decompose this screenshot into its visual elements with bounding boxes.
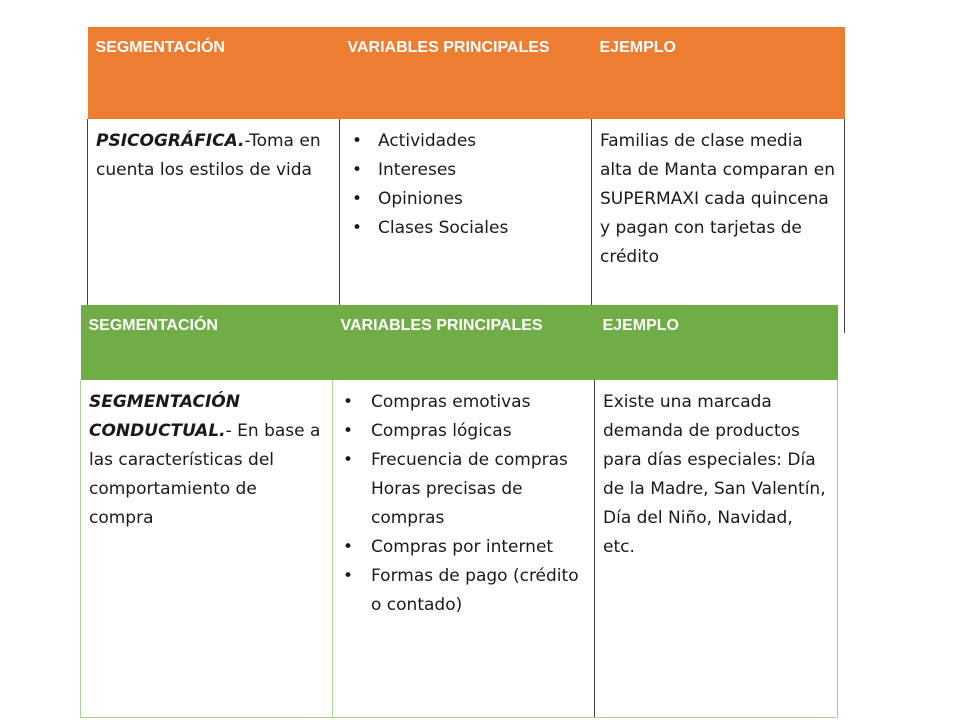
example-cell: Familias de clase media alta de Manta comparan en SUPERMAXI cada quincena y pagan con tarjetas de crédito (592, 119, 845, 333)
bullet-icon: • (343, 537, 354, 557)
bullet-icon: • (352, 189, 363, 209)
list-item: • Clases Sociales (348, 214, 583, 243)
bullet-icon: • (352, 218, 363, 238)
bullet-icon: • (352, 131, 363, 151)
list-item: • Opiniones (348, 185, 583, 214)
bullet-icon: • (343, 566, 354, 586)
example-cell: Existe una marcada demanda de productos para días especiales: Día de la Madre, San Valentín, Día del Niño, Navidad, etc. (595, 380, 838, 718)
header-variables: VARIABLES PRINCIPALES (333, 305, 595, 380)
segment-cell (88, 119, 340, 333)
list-item: • Formas de pago (crédito o contado) (341, 562, 586, 620)
list-item: • Compras por internet (341, 533, 586, 562)
table-row (88, 119, 845, 333)
segment-description: - En base a las características del comportamiento de compra (89, 421, 321, 528)
segment-title: SEGMENTACIÓN CONDUCTUAL. (89, 392, 240, 441)
variables-list (341, 388, 586, 620)
header-segmentacion: SEGMENTACIÓN (88, 27, 340, 119)
table-row (81, 380, 838, 718)
list-item: • Compras lógicas (341, 417, 586, 446)
bullet-icon: • (343, 421, 354, 441)
bullet-icon: • (343, 450, 354, 470)
bullet-icon: • (352, 160, 363, 180)
segment-description: -Toma en cuenta los estilos de vida (96, 131, 321, 180)
list-item: • Actividades (348, 127, 583, 156)
list-item: • Compras emotivas (341, 388, 586, 417)
table-header-row (81, 305, 838, 380)
header-variables: VARIABLES PRINCIPALES (340, 27, 592, 119)
variables-list (348, 127, 583, 243)
segment-title: PSICOGRÁFICA. (96, 131, 245, 151)
bullet-icon: • (343, 392, 354, 412)
list-item: • Frecuencia de compras Horas precisas de compras (341, 446, 586, 533)
variables-cell (340, 119, 592, 333)
variables-cell (333, 380, 595, 718)
psicografica-table (87, 27, 845, 333)
header-ejemplo: EJEMPLO (592, 27, 845, 119)
list-item: • Intereses (348, 156, 583, 185)
segment-cell (81, 380, 333, 718)
header-ejemplo: EJEMPLO (595, 305, 838, 380)
header-segmentacion: SEGMENTACIÓN (81, 305, 333, 380)
conductual-table (80, 305, 838, 718)
table-header-row (88, 27, 845, 119)
